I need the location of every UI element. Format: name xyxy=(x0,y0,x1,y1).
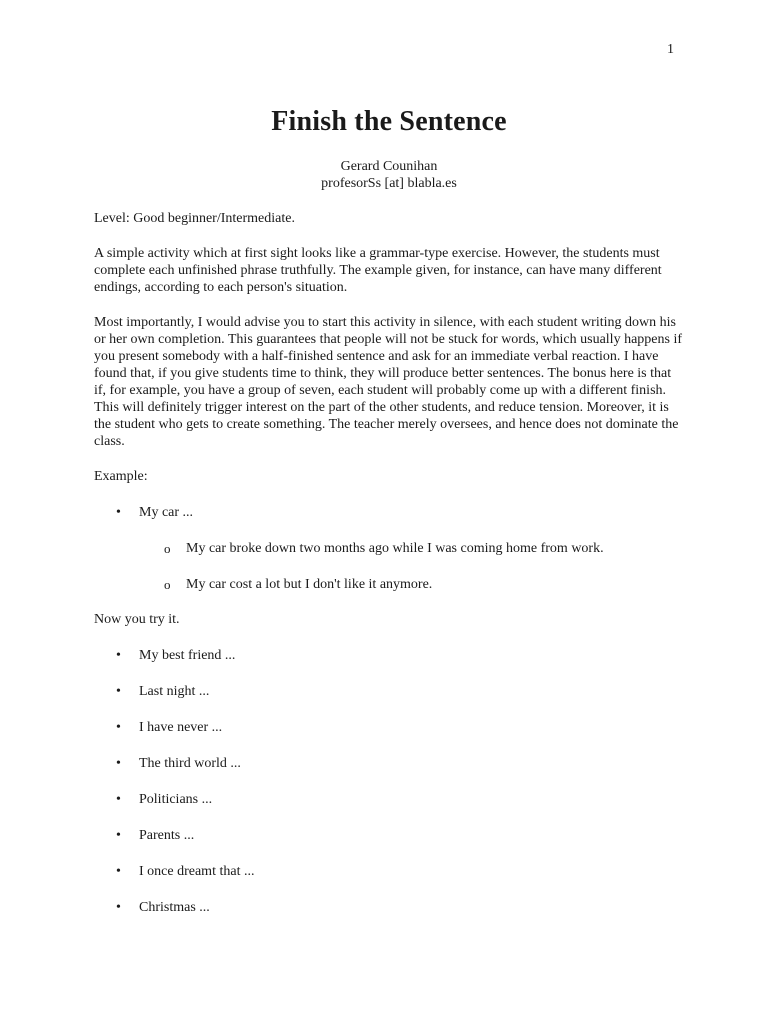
try-prompt: Politicians ... xyxy=(139,792,213,807)
author-name: Gerard Counihan xyxy=(340,159,438,174)
example-list xyxy=(94,504,684,593)
author-email: profesorSs [at] blabla.es xyxy=(321,176,457,191)
example-answer: My car broke down two months ago while I was coming home from work. xyxy=(186,541,604,556)
bullet-icon: • xyxy=(116,756,121,771)
bullet-icon: • xyxy=(116,505,121,520)
list-item xyxy=(94,755,684,772)
sub-bullet-icon: o xyxy=(164,577,171,592)
document-body xyxy=(94,104,684,916)
bullet-icon: • xyxy=(116,720,121,735)
bullet-icon: • xyxy=(116,900,121,915)
bullet-icon: • xyxy=(116,828,121,843)
bullet-icon: • xyxy=(116,792,121,807)
bullet-icon: • xyxy=(116,648,121,663)
try-prompt: My best friend ... xyxy=(139,648,236,663)
try-prompt: Last night ... xyxy=(139,684,210,699)
intro-paragraph: A simple activity which at first sight looks like a grammar-type exercise. However, the students must complete each unfinished phrase truthfully. The example given, for instance, can have many different endings, according to each person's situation. xyxy=(94,246,662,295)
bullet-icon: • xyxy=(116,864,121,879)
example-answer: My car cost a lot but I don't like it anymore. xyxy=(186,577,433,592)
list-item xyxy=(94,504,684,593)
try-prompt: Parents ... xyxy=(139,828,195,843)
document-title: Finish the Sentence xyxy=(271,106,507,137)
advice-paragraph: Most importantly, I would advise you to start this activity in silence, with each student writing down his or her own completion. This guarantees that people will not be stuck for words, which usually happens if you present somebody with a half-finished sentence and ask for an immediate verbal reaction. I have found that, if you give students time to think, they will produce better sentences. The bonus here is that if, for example, you have a group of seven, each student will probably come up with a different finish. This will definitely trigger interest on the part of the other students, and reduce tension. Moreover, it is the student who gets to create something. The teacher merely oversees, and hence does not dominate the class. xyxy=(94,315,682,449)
level-line: Level: Good beginner/Intermediate. xyxy=(94,211,295,226)
bullet-icon: • xyxy=(116,684,121,699)
list-item xyxy=(94,719,684,736)
list-item xyxy=(94,647,684,664)
page-number: 1 xyxy=(667,42,674,57)
list-item xyxy=(94,863,684,880)
try-list xyxy=(94,647,684,916)
example-label: Example: xyxy=(94,469,148,484)
list-item xyxy=(94,683,684,700)
try-prompt: I have never ... xyxy=(139,720,223,735)
example-prompt: My car ... xyxy=(139,505,194,520)
example-answers xyxy=(139,540,684,593)
try-prompt: Christmas ... xyxy=(139,900,210,915)
try-prompt: The third world ... xyxy=(139,756,241,771)
list-item xyxy=(94,899,684,916)
list-item xyxy=(94,791,684,808)
try-label: Now you try it. xyxy=(94,612,180,627)
list-item xyxy=(94,540,684,557)
author-block xyxy=(94,158,684,192)
list-item xyxy=(94,576,684,593)
list-item xyxy=(94,827,684,844)
try-prompt: I once dreamt that ... xyxy=(139,864,255,879)
sub-bullet-icon: o xyxy=(164,541,171,556)
